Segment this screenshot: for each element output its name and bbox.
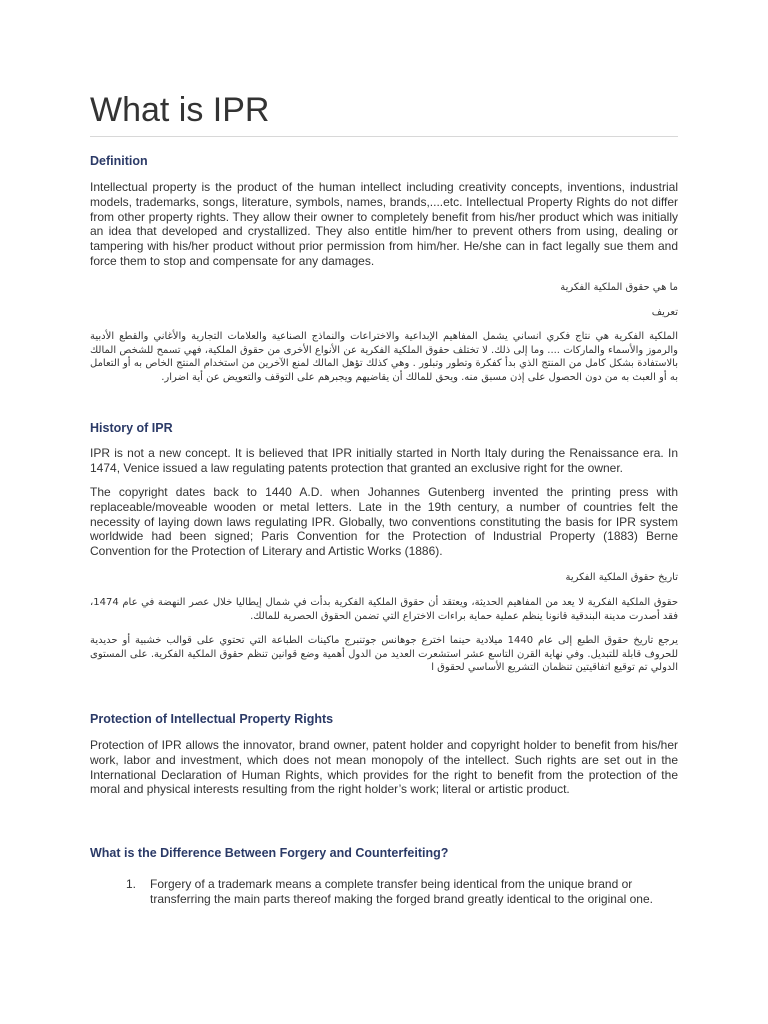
history-heading: History of IPR bbox=[90, 421, 173, 435]
history-paragraph-1: IPR is not a new concept. It is believed that IPR initially started in North Italy during the Renaissance era. In 1474, Venice issued a law regulating patents protection that granted an exclusive right for the owner. bbox=[90, 446, 678, 475]
list-item-text: Forgery of a trademark means a complete transfer being identical from the unique brand or transferring the main parts thereof making the forged brand greatly identical to the original one. bbox=[150, 877, 653, 906]
definition-heading: Definition bbox=[90, 154, 148, 168]
protection-paragraph: Protection of IPR allows the innovator, brand owner, patent holder and copyright holder to benefit from his/her work, labor and investment, which does not mean monopoly of the intellect. Such rights are set out in the International Declaration of Human Rights, which provides for the right to benefit from the protection of the moral and physical interests resulting from the right holder’s work; literal or artistic product. bbox=[90, 738, 678, 797]
list-item-number: 1. bbox=[126, 877, 137, 891]
difference-list bbox=[90, 877, 678, 907]
arabic-history-paragraph-2: يرجع تاريخ حقوق الطبع إلى عام 1440 ميلادية حينما اخترع جوهانس جوتنبرج ماكينات الطباعة التي تحتوي على قوالب خشبية أو حديدية للحروف قابلة للتبديل. وفي نهاية القرن التاسع عشر استشعرت العديد من الدول أهمية وضع قوانين تنظم حقوق الملكية الفكرية. على المستوى الدولي تم توقيع اتفاقيتين تنظمان التشريع الأساسي لحقوق ا bbox=[90, 635, 678, 673]
history-paragraph-2: The copyright dates back to 1440 A.D. when Johannes Gutenberg invented the printing press with replaceable/moveable wooden or metal letters. Late in the 19th century, a number of countries felt the necessity of laying down laws regulating IPR. Globally, two conventions constituting the basis for IPR system worldwide had been signed; Paris Convention for the Protection of Industrial Property (1883) Berne Convention for the Protection of Literary and Artistic Works (1886). bbox=[90, 485, 678, 559]
page-title: What is IPR bbox=[90, 91, 270, 129]
difference-heading: What is the Difference Between Forgery and Counterfeiting? bbox=[90, 846, 449, 860]
arabic-definition-paragraph: الملكية الفكرية هي نتاج فكري انساني يشمل المفاهيم الإبداعية والاختراعات والنماذج الصناعية والعلامات التجارية والأغاني والقطع الأدبية والرموز والأسماء والماركات .... وما إلى ذلك. لا تختلف حقوق الملكية الفكرية عن الأنواع الأخرى من حقوق الملكية، فهي تسمح للشخص المالك بالاستفادة بشكل كامل من المنتج الذي بدأ كفكرة وتطور وتبلور . وهي كذلك تؤهل المالك لمنع الآخرين من استخدام المنتج الخاص به أو التعامل به أو العبث به من دون الحصول على إذن مسبق منه. ويحق للمالك أن يقاضيهم ويجبرهم على التوقف والتعويض عن أية اضرار. bbox=[90, 331, 678, 383]
list-item bbox=[90, 877, 678, 907]
arabic-definition-heading: تعريف bbox=[651, 307, 678, 318]
arabic-history-heading: تاريخ حقوق الملكية الفكرية bbox=[565, 572, 678, 583]
arabic-history-paragraph-1: حقوق الملكية الفكرية لا يعد من المفاهيم الحديثة، ويعتقد أن حقوق الملكية الفكرية بدأت في شمال إيطاليا خلال عصر النهضة في عام 1474، فقد أصدرت مدينة البندقية قانونا ينظم عملية حماية براءات الاختراع التي تضمن الحقوق الحصرية للمالك. bbox=[90, 597, 678, 622]
definition-paragraph: Intellectual property is the product of the human intellect including creativity concepts, inventions, industrial models, trademarks, songs, literature, symbols, names, brands,....etc. Intellectual Property Rights do not differ from other property rights. They allow their owner to completely benefit from his/her product which was initially an idea that developed and crystallized. They also entitle him/her to prevent others from using, dealing or tampering with his/her product without prior permission from him/her. He/she can in fact legally sue them and force them to stop and compensate for any damages. bbox=[90, 180, 678, 268]
arabic-title: ما هي حقوق الملكية الفكرية bbox=[560, 282, 678, 293]
title-divider bbox=[90, 136, 678, 137]
protection-heading: Protection of Intellectual Property Rights bbox=[90, 712, 334, 726]
